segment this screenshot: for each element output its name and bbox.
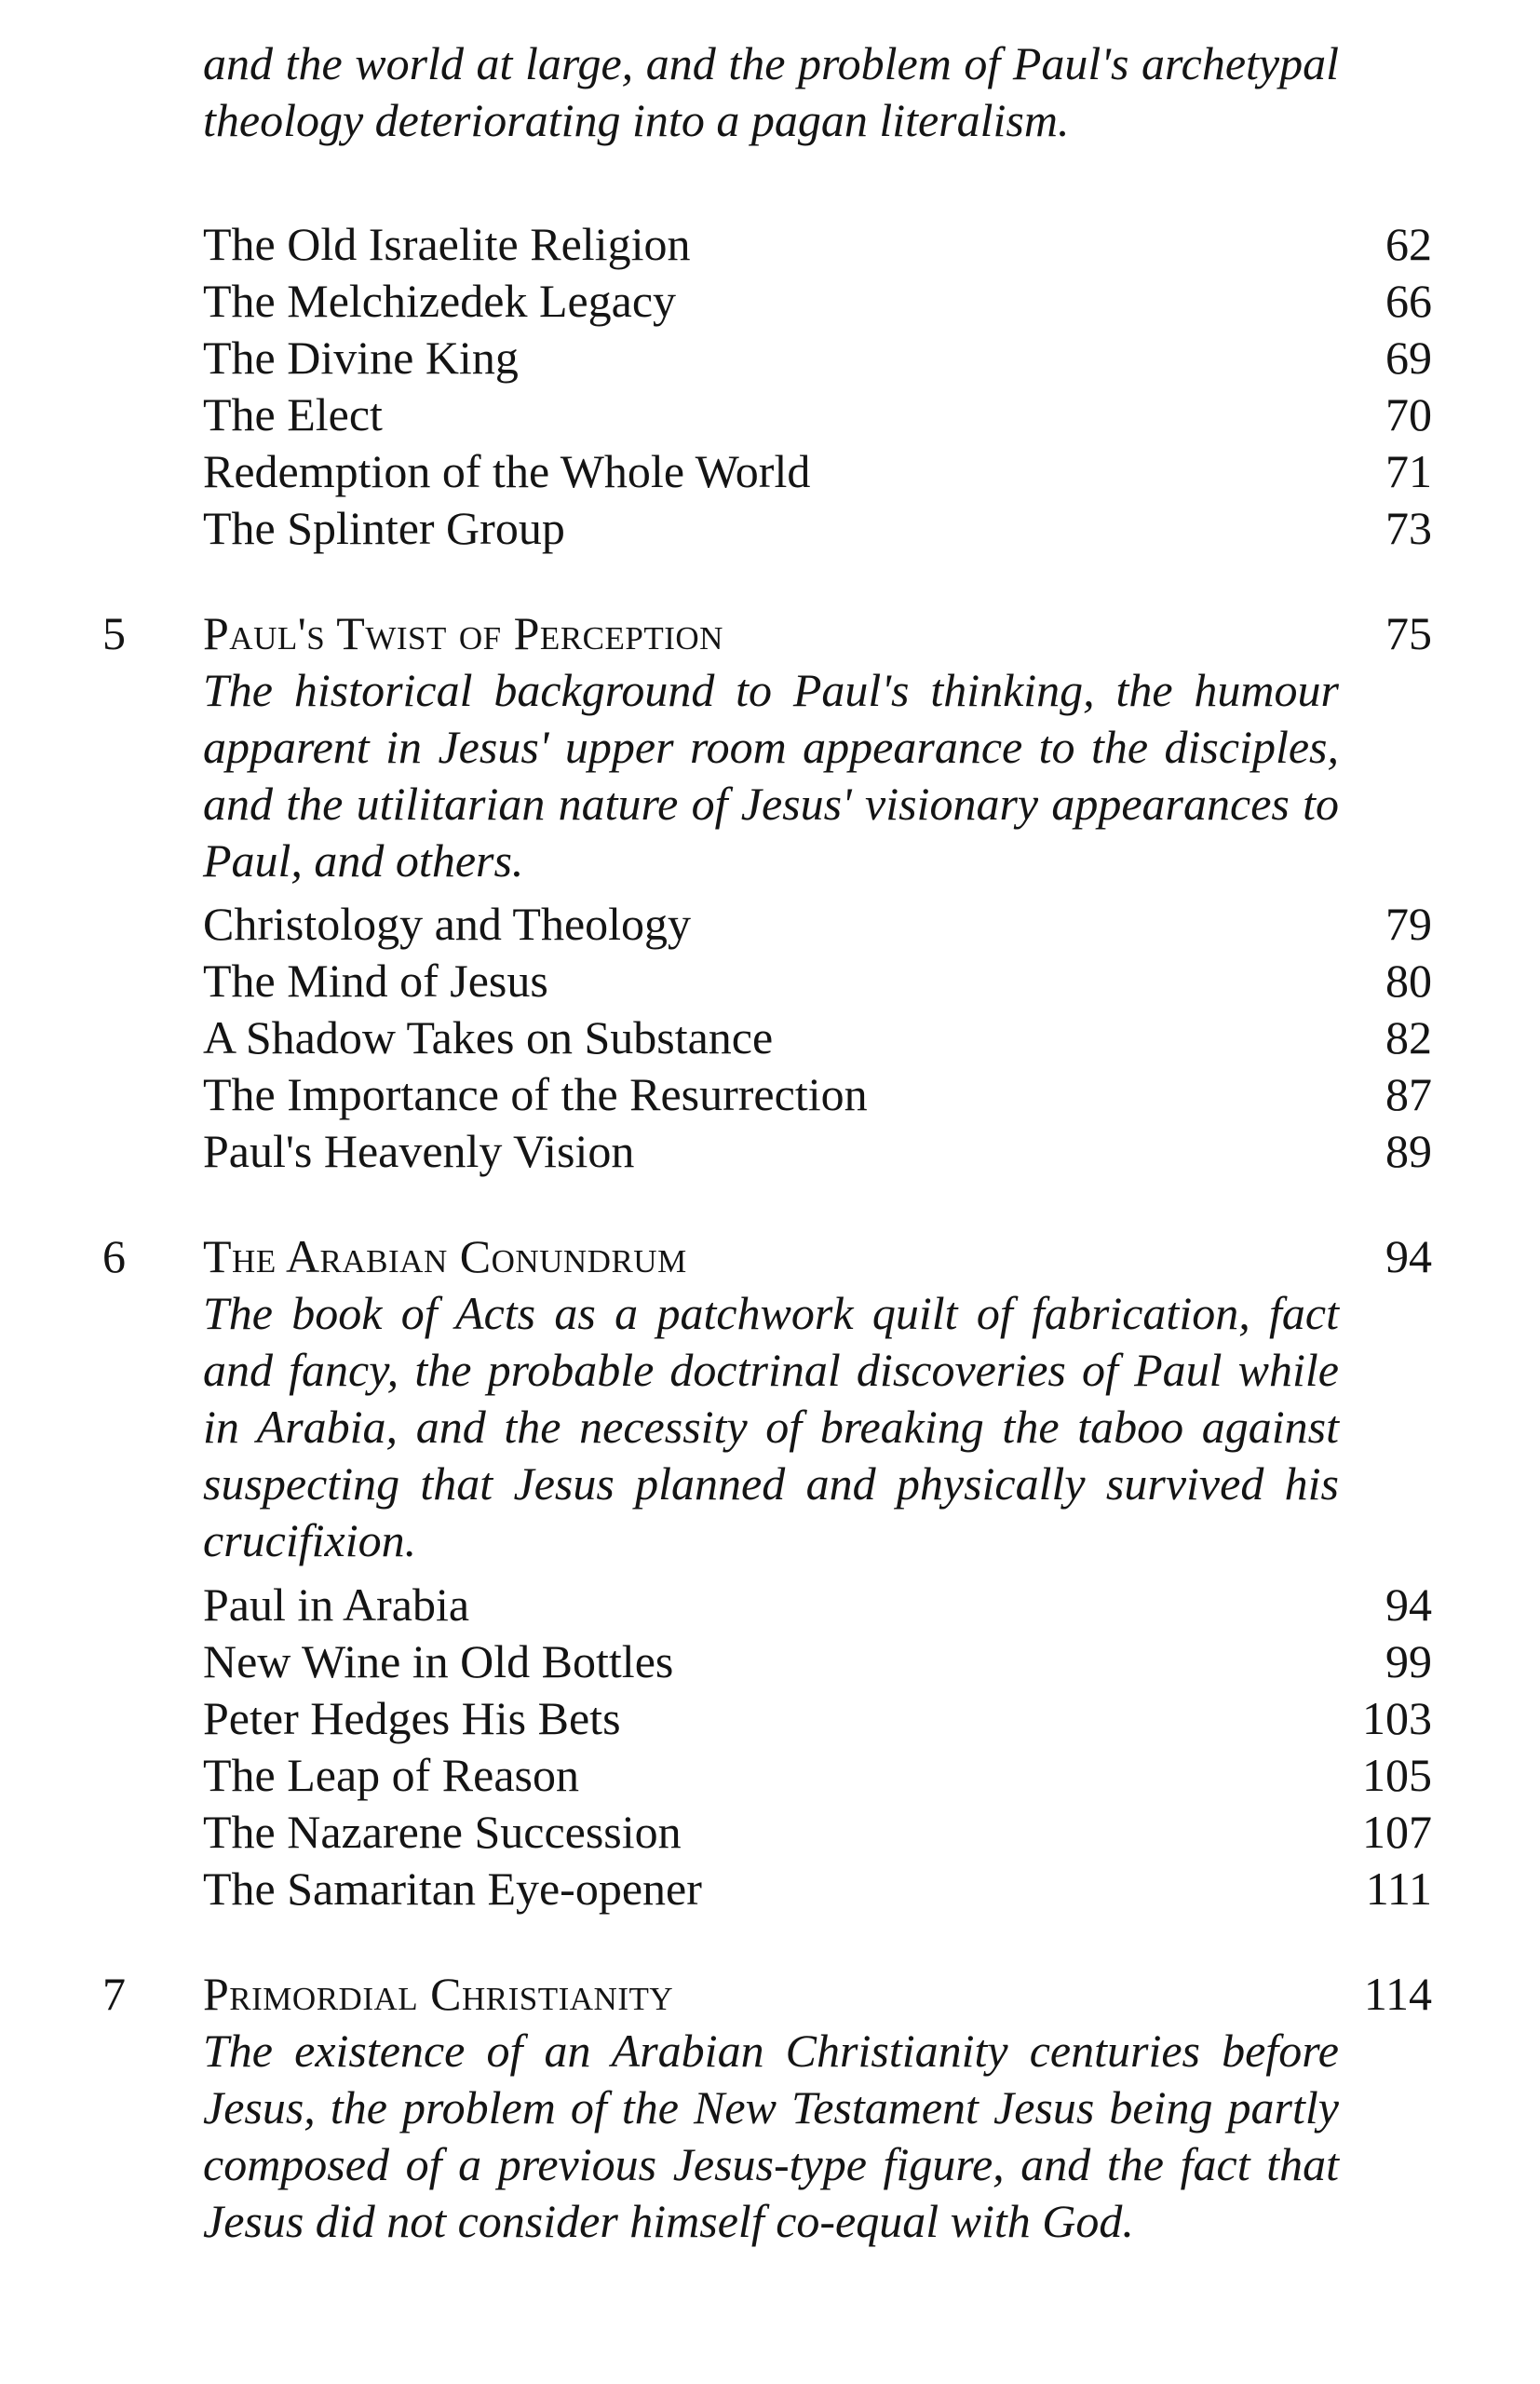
toc-entry-page: 103	[1362, 1692, 1432, 1744]
toc-entry	[203, 1690, 1432, 1747]
toc-entry-page: 105	[1362, 1749, 1432, 1801]
toc-entry-page: 80	[1385, 955, 1432, 1007]
chapter-title: Paul's Twist of Perception	[203, 607, 723, 659]
toc-entry-title: The Importance of the Resurrection	[203, 1068, 868, 1120]
toc-entry	[203, 1009, 1432, 1066]
toc-entry	[203, 1747, 1432, 1804]
toc-entry-page: 111	[1365, 1862, 1432, 1915]
toc-entry	[203, 1804, 1432, 1861]
toc-entry-title: New Wine in Old Bottles	[203, 1635, 674, 1687]
chapter-heading	[0, 1228, 1540, 1285]
toc-entry	[203, 330, 1432, 386]
toc-entry	[203, 896, 1432, 953]
chapter-number: 5	[102, 607, 126, 659]
chapter-title: Primordial Christianity	[203, 1968, 674, 2020]
toc-entry-page: 89	[1385, 1125, 1432, 1177]
toc-entry	[203, 443, 1432, 500]
toc-entry	[203, 500, 1432, 557]
chapter-number: 7	[102, 1968, 126, 2020]
toc-entry-title: The Splinter Group	[203, 502, 565, 554]
toc-entry	[203, 1123, 1432, 1180]
toc-entry-page: 71	[1385, 445, 1432, 497]
toc-entry-page: 99	[1385, 1635, 1432, 1687]
toc-entry-title: The Divine King	[203, 332, 519, 384]
toc-entry-title: Redemption of the Whole World	[203, 445, 811, 497]
toc-entry-page: 73	[1385, 502, 1432, 554]
toc-entry-title: The Mind of Jesus	[203, 955, 548, 1007]
chapter-heading	[0, 605, 1540, 662]
chapter-number: 6	[102, 1230, 126, 1282]
toc-entry-page: 87	[1385, 1068, 1432, 1120]
toc-entry-page: 107	[1362, 1806, 1432, 1858]
toc-entry-title: The Melchizedek Legacy	[203, 275, 677, 327]
toc-entry	[203, 1066, 1432, 1123]
toc-entry-title: The Leap of Reason	[203, 1749, 580, 1801]
chapter-summary: The book of Acts as a patchwork quilt of fabrication, fact and fancy, the probable doctrinal discoveries of Paul while in Arabia, and the necessity of breaking the taboo against suspecting that Jesus planned and physically survived his crucifixion.	[203, 1287, 1339, 1566]
toc-entry	[203, 1577, 1432, 1633]
toc-entry-title: The Old Israelite Religion	[203, 218, 691, 270]
toc-entry-page: 69	[1385, 332, 1432, 384]
toc-entry-page: 79	[1385, 898, 1432, 950]
toc-entry-page: 82	[1385, 1011, 1432, 1063]
toc-entry-title: The Elect	[203, 388, 383, 440]
toc-entry-page: 70	[1385, 388, 1432, 440]
chapter-page: 94	[1385, 1230, 1432, 1282]
toc-entry	[203, 273, 1432, 330]
toc-entry-page: 66	[1385, 275, 1432, 327]
toc-entry	[203, 216, 1432, 273]
toc-entry-title: The Samaritan Eye-opener	[203, 1862, 702, 1915]
chapter-summary: The historical background to Paul's thinking, the humour apparent in Jesus' upper room appearance to the disciples, and the utilitarian nature of Jesus' visionary appearances to Paul, and others.	[203, 664, 1339, 887]
chapter-heading	[0, 1966, 1540, 2023]
toc-entry-title: A Shadow Takes on Substance	[203, 1011, 774, 1063]
toc-entry-title: Paul's Heavenly Vision	[203, 1125, 635, 1177]
toc-entry	[203, 1633, 1432, 1690]
chapter-summary: The existence of an Arabian Christianity centuries before Jesus, the problem of the New Testament Jesus being partly composed of a previous Jesus-type figure, and the fact that Jesus did not consider himself co-equal with God.	[203, 2025, 1339, 2247]
toc-entry-title: Christology and Theology	[203, 898, 692, 950]
toc-entry-page: 62	[1385, 218, 1432, 270]
toc-entry-title: Peter Hedges His Bets	[203, 1692, 621, 1744]
toc-entry	[203, 953, 1432, 1009]
chapter-page: 75	[1385, 607, 1432, 659]
chapter-page: 114	[1363, 1968, 1432, 2020]
toc-entry-title: Paul in Arabia	[203, 1578, 470, 1631]
intro-summary: and the world at large, and the problem of Paul's archetypal theology deteriorating into a pagan literalism.	[203, 37, 1339, 146]
toc-entry	[203, 386, 1432, 443]
toc-entry-title: The Nazarene Succession	[203, 1806, 682, 1858]
chapter-title: The Arabian Conundrum	[203, 1230, 687, 1282]
toc-entry	[203, 1861, 1432, 1917]
toc-entry-page: 94	[1385, 1578, 1432, 1631]
